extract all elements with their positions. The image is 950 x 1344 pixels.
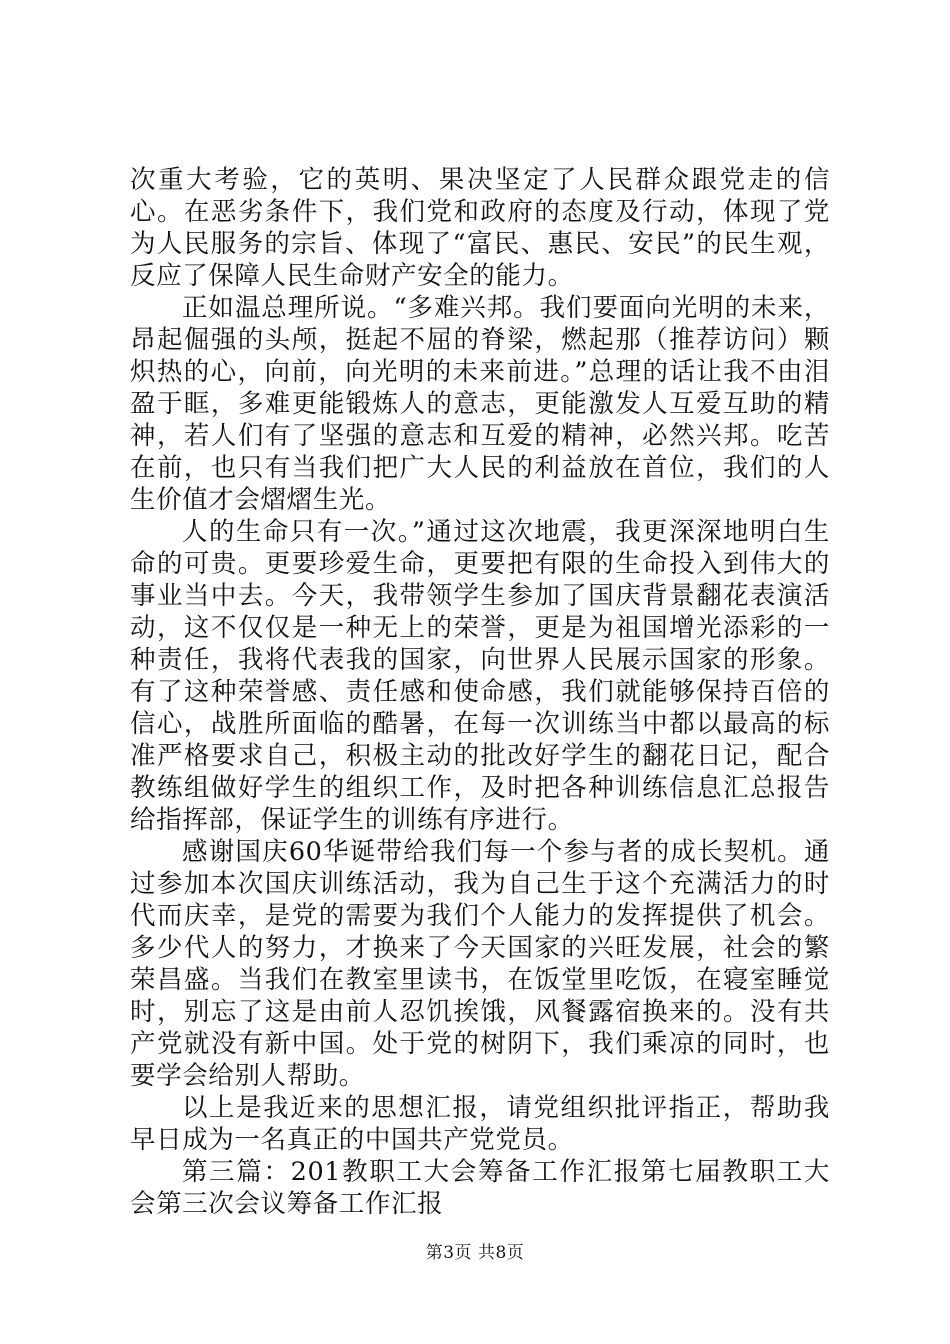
paragraph-4: 感谢国庆60华诞带给我们每一个参与者的成长契机。通过参加本次国庆训练活动，我为自己生于这个充满活力的时代而庆幸，是党的需要为我们个人能力的发挥提供了机会。多少代人的努力，才换来了今天国家的兴旺发展，社会的繁荣昌盛。当我们在教室里读书，在饭堂里吃饭，在寝室睡觉时，别忘了这是由前人忍饥挨饿，风餐露宿换来的。没有共产党就没有新中国。处于党的树阴下，我们乘凉的同时，也要学会给别人帮助。 (130, 837, 830, 1091)
page-footer: 第3页 共8页 (425, 1243, 525, 1263)
paragraph-1: 次重大考验，它的英明、果决坚定了人民群众跟党走的信心。在恶劣条件下，我们党和政府的态度及行动，体现了党为人民服务的宗旨、体现了“富民、惠民、安民”的民生观，反应了保障人民生命财产安全的能力。 (130, 165, 830, 291)
document-body (130, 164, 830, 1220)
section-heading: 第三篇：201教职工大会筹备工作汇报第七届教职工大会第三次会议筹备工作汇报 (130, 1157, 830, 1219)
paragraph-2: 正如温总理所说。“多难兴邦。我们要面向光明的未来，昂起倔强的头颅，挺起不屈的脊梁，燃起那（推荐访问）颗炽热的心，向前，向光明的未来前进。”总理的话让我不由泪盈于眶，多难更能锻炼人的意志，更能激发人互爱互助的精神，若人们有了坚强的意志和互爱的精神，必然兴邦。吃苦在前，也只有当我们把广大人民的利益放在首位，我们的人生价值才会熠熠生光。 (130, 293, 830, 515)
paragraph-3: 人的生命只有一次。”通过这次地震，我更深深地明白生命的可贵。更要珍爱生命，更要把有限的生命投入到伟大的事业当中去。今天，我带领学生参加了国庆背景翻花表演活动，这不仅仅是一种无上的荣誉，更是为祖国增光添彩的一种责任，我将代表我的国家，向世界人民展示国家的形象。有了这种荣誉感、责任感和使命感，我们就能够保持百倍的信心，战胜所面临的酷暑，在每一次训练当中都以最高的标准严格要求自己，积极主动的批改好学生的翻花日记，配合教练组做好学生的组织工作，及时把各种训练信息汇总报告给指挥部，保证学生的训练有序进行。 (130, 517, 830, 835)
paragraph-5: 以上是我近来的思想汇报，请党组织批评指正，帮助我早日成为一名真正的中国共产党党员。 (130, 1093, 830, 1155)
